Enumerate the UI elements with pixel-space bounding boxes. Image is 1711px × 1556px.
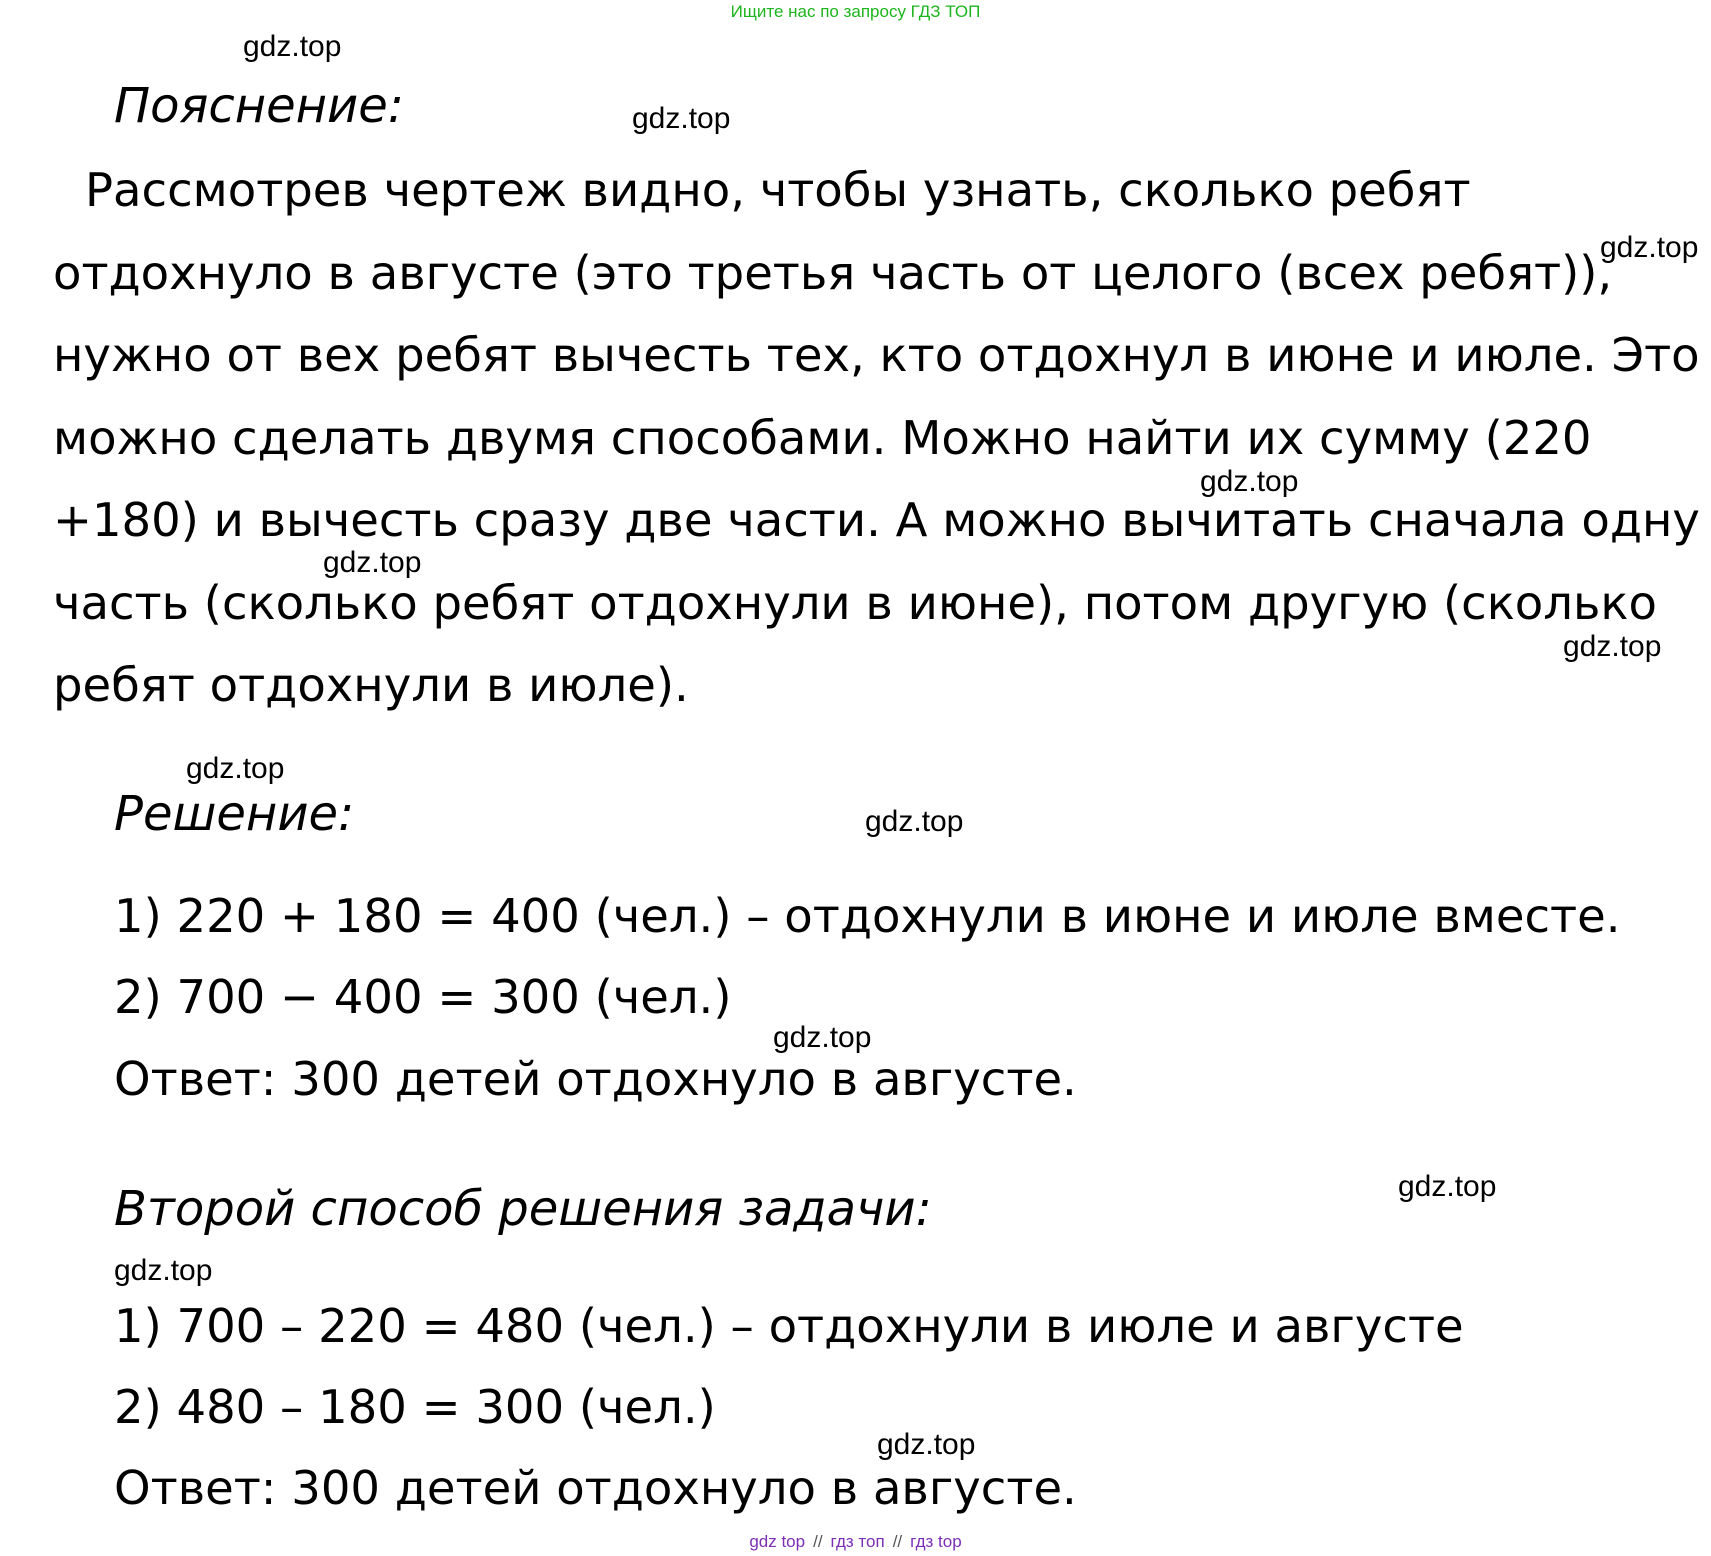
watermark: gdz.top [1600,231,1699,264]
explanation-line: можно сделать двумя способами. Можно найти их сумму (220 [53,410,1592,465]
solution-step-2: 2) 700 − 400 = 300 (чел.) [114,970,732,1024]
watermark: gdz.top [877,1428,976,1461]
watermark: gdz.top [1398,1170,1497,1203]
solution-answer: Ответ: 300 детей отдохнуло в августе. [114,1052,1077,1106]
watermark: gdz.top [865,805,964,838]
explanation-line: нужно от вех ребят вычесть тех, кто отдохнул в июне и июле. Это [53,328,1700,382]
solution-step-1: 1) 220 + 180 = 400 (чел.) – отдохнули в июне и июле вместе. [114,889,1621,943]
watermark: gdz.top [186,752,285,785]
watermark: gdz.top [773,1021,872,1054]
second-method-answer: Ответ: 300 детей отдохнуло в августе. [114,1461,1077,1515]
banner-text[interactable]: Ищите нас по запросу ГДЗ ТОП [730,2,981,21]
second-method-step-2: 2) 480 – 180 = 300 (чел.) [114,1380,716,1434]
explanation-line: Рассмотрев чертеж видно, чтобы узнать, сколько ребят [85,163,1471,217]
footer-link[interactable]: гдз top [910,1532,962,1551]
explanation-line: +180) и вычесть сразу две части. А можно вычитать сначала одну [53,493,1700,547]
second-method-heading: Второй способ решения задачи: [114,1181,932,1237]
watermark: gdz.top [632,102,731,135]
explanation-line: часть (сколько ребят отдохнули в июне), потом другую (сколько [53,575,1657,630]
footer-link[interactable]: gdz top [749,1532,806,1551]
watermark: gdz.top [1563,630,1662,663]
second-method-step-1: 1) 700 – 220 = 480 (чел.) – отдохнули в июле и августе [114,1299,1464,1353]
explanation-line: отдохнуло в августе (это третья часть от целого (всех ребят)), [53,245,1613,300]
footer-link[interactable]: гдз топ [830,1532,885,1551]
footer-separator: // [813,1532,823,1551]
explanation-line: ребят отдохнули в июле). [53,658,689,712]
watermark: gdz.top [323,546,422,579]
footer-links [0,1532,1711,1552]
explanation-heading: Пояснение: [114,78,404,134]
footer-separator: // [892,1532,903,1551]
watermark: gdz.top [1200,465,1299,498]
top-banner[interactable] [0,2,1711,22]
watermark: gdz.top [114,1254,213,1287]
solution-heading: Решение: [114,786,355,842]
explanation-paragraph [53,149,1698,727]
watermark: gdz.top [243,30,342,63]
